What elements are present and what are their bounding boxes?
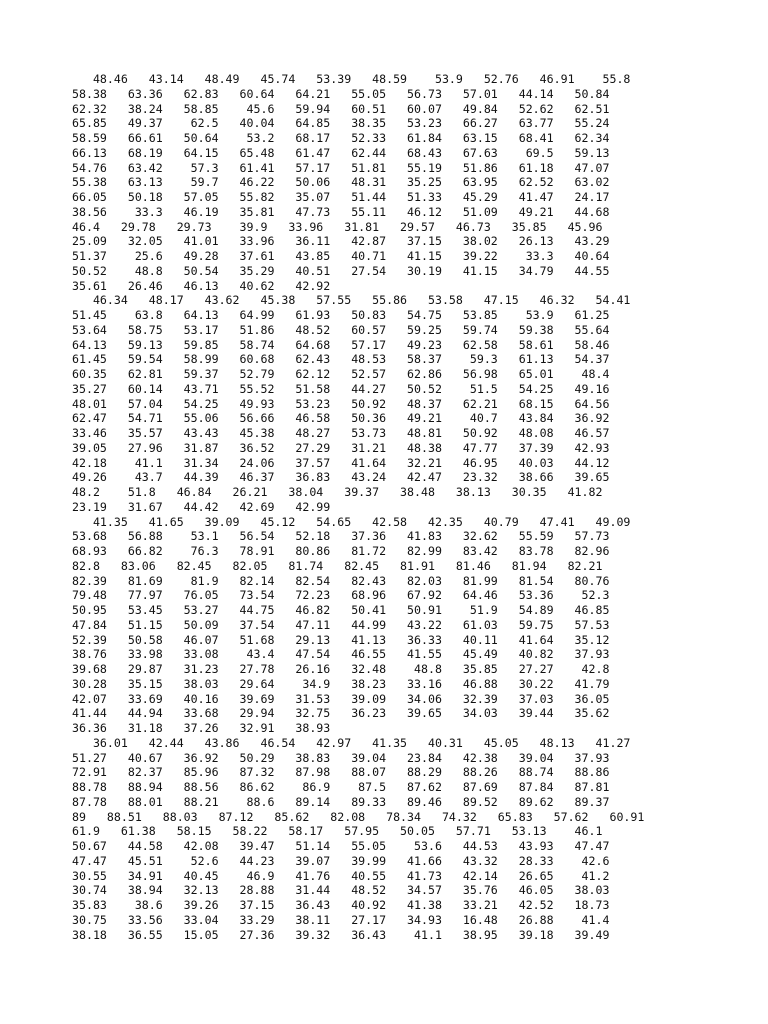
data-line: 62.47 54.71 55.06 56.66 46.58 50.36 49.21 40.7 43.84 36.92	[72, 411, 610, 426]
data-line: 30.28 35.15 38.03 29.64 34.9 38.23 33.16 46.88 30.22 41.79	[72, 676, 610, 691]
data-line: 49.26 43.7 44.39 46.37 36.83 43.24 42.47 23.32 38.66 39.65	[72, 470, 610, 485]
data-line: 36.36 31.18 37.26 32.91 38.93	[72, 721, 331, 735]
data-line: 50.95 53.45 53.27 44.75 46.82 50.41 50.91 51.9 54.89 46.85	[72, 603, 610, 617]
data-line: 42.18 41.1 31.34 24.06 37.57 41.64 32.21 46.95 40.03 44.12	[72, 455, 610, 470]
data-line: 36.01 42.44 43.86 46.54 42.97 41.35 40.31 45.05 48.13 41.27	[72, 735, 631, 750]
data-line: 68.93 66.82 76.3 78.91 80.86 81.72 82.99 83.42 83.78 82.96	[72, 544, 610, 558]
data-line: 79.48 77.97 76.05 73.54 72.23 68.96 67.92 64.46 53.36 52.3	[72, 588, 610, 603]
data-line: 48.46 43.14 48.49 45.74 53.39 48.59 53.9 52.76 46.91 55.8	[72, 72, 631, 86]
data-line: 39.05 27.96 31.87 36.52 27.29 31.21 48.38 47.77 37.39 42.93	[72, 440, 610, 455]
data-line: 38.56 33.3 46.19 35.81 47.73 55.11 46.12 51.09 49.21 44.68	[72, 204, 610, 219]
data-line: 39.68 29.87 31.23 27.78 26.16 32.48 48.8 35.85 27.27 42.8	[72, 662, 610, 676]
data-line: 51.27 40.67 36.92 50.29 38.83 39.04 23.84 42.38 39.04 37.93	[72, 750, 610, 765]
data-line: 47.47 45.51 52.6 44.23 39.07 39.99 41.66 43.32 28.33 42.6	[72, 853, 610, 868]
data-line: 42.07 33.69 40.16 39.69 31.53 39.09 34.06 32.39 37.03 36.05	[72, 691, 610, 706]
data-line: 30.55 34.91 40.45 46.9 41.76 40.55 41.73 42.14 26.65 41.2	[72, 868, 610, 883]
data-line: 64.13 59.13 59.85 58.74 64.68 57.17 49.23 62.58 58.61 58.46	[72, 337, 610, 352]
data-line: 48.01 57.04 54.25 49.93 53.23 50.92 48.37 62.21 68.15 64.56	[72, 396, 610, 411]
data-line: 72.91 82.37 85.96 87.32 87.98 88.07 88.29 88.26 88.74 88.86	[72, 765, 610, 780]
data-line: 38.18 36.55 15.05 27.36 39.32 36.43 41.1 38.95 39.18 39.49	[72, 927, 610, 942]
data-line: 65.85 49.37 62.5 40.04 64.85 38.35 53.23 66.27 63.77 55.24	[72, 116, 610, 131]
data-line: 52.39 50.58 46.07 51.68 29.13 41.13 36.33 40.11 41.64 35.12	[72, 632, 610, 647]
data-line: 54.76 63.42 57.3 61.41 57.17 51.81 55.19 51.86 61.18 47.07	[72, 160, 610, 175]
data-line: 66.13 68.19 64.15 65.48 61.47 62.44 68.43 67.63 69.5 59.13	[72, 145, 610, 160]
data-line: 61.9 61.38 58.15 58.22 58.17 57.95 50.05 57.71 53.13 46.1	[72, 824, 603, 839]
data-line: 62.32 38.24 58.85 45.6 59.94 60.51 60.07 49.84 52.62 62.51	[72, 101, 610, 116]
numeric-data-document	[72, 72, 702, 942]
data-line: 89 88.51 88.03 87.12 85.62 82.08 78.34 74.32 65.83 57.62 60.91	[72, 809, 645, 824]
data-line: 61.45 59.54 58.99 60.68 62.43 48.53 58.37 59.3 61.13 54.37	[72, 352, 610, 367]
data-line: 48.2 51.8 46.84 26.21 38.04 39.37 38.48 38.13 30.35 41.82	[72, 485, 603, 499]
data-line: 60.35 62.81 59.37 52.79 62.12 52.57 62.86 56.98 65.01 48.4	[72, 367, 610, 381]
data-line: 46.4 29.78 29.73 39.9 33.96 31.81 29.57 46.73 35.85 45.96	[72, 219, 603, 234]
data-line: 23.19 31.67 44.42 42.69 42.99	[72, 499, 331, 514]
data-line: 33.46 35.57 43.43 45.38 48.27 53.73 48.81 50.92 48.08 46.57	[72, 426, 610, 440]
data-line: 87.78 88.01 88.21 88.6 89.14 89.33 89.46 89.52 89.62 89.37	[72, 794, 610, 809]
data-line: 41.35 41.65 39.09 45.12 54.65 42.58 42.35 40.79 47.41 49.09	[72, 514, 631, 529]
data-line: 88.78 88.94 88.56 86.62 86.9 87.5 87.62 87.69 87.84 87.81	[72, 780, 610, 794]
data-line: 58.59 66.61 50.64 53.2 68.17 52.33 61.84 63.15 68.41 62.34	[72, 131, 610, 145]
data-line: 35.27 60.14 43.71 55.52 51.58 44.27 50.52 51.5 54.25 49.16	[72, 381, 610, 396]
data-line: 35.83 38.6 39.26 37.15 36.43 40.92 41.38 33.21 42.52 18.73	[72, 898, 610, 912]
data-line: 53.64 58.75 53.17 51.86 48.52 60.57 59.25 59.74 59.38 55.64	[72, 322, 610, 337]
data-line: 82.39 81.69 81.9 82.14 82.54 82.43 82.03 81.99 81.54 80.76	[72, 573, 610, 588]
data-line: 58.38 63.36 62.83 60.64 64.21 55.05 56.73 57.01 44.14 50.84	[72, 86, 610, 101]
data-line: 82.8 83.06 82.45 82.05 81.74 82.45 81.91 81.46 81.94 82.21	[72, 558, 603, 573]
data-line: 47.84 51.15 50.09 37.54 47.11 44.99 43.22 61.03 59.75 57.53	[72, 617, 610, 632]
data-line: 51.45 63.8 64.13 64.99 61.93 50.83 54.75 53.85 53.9 61.25	[72, 308, 610, 322]
data-line: 41.44 44.94 33.68 29.94 32.75 36.23 39.65 34.03 39.44 35.62	[72, 706, 610, 721]
data-line: 46.34 48.17 43.62 45.38 57.55 55.86 53.58 47.15 46.32 54.41	[72, 293, 631, 308]
data-line: 30.75 33.56 33.04 33.29 38.11 27.17 34.93 16.48 26.88 41.4	[72, 912, 610, 927]
data-line: 55.38 63.13 59.7 46.22 50.06 48.31 35.25 63.95 62.52 63.02	[72, 175, 610, 190]
data-line: 51.37 25.6 49.28 37.61 43.85 40.71 41.15 39.22 33.3 40.64	[72, 249, 610, 263]
data-line: 35.61 26.46 46.13 40.62 42.92	[72, 278, 331, 293]
data-line: 30.74 38.94 32.13 28.88 31.44 48.52 34.57 35.76 46.05 38.03	[72, 883, 610, 898]
data-line: 25.09 32.05 41.01 33.96 36.11 42.87 37.15 38.02 26.13 43.29	[72, 234, 610, 249]
data-line: 38.76 33.98 33.08 43.4 47.54 46.55 41.55 45.49 40.82 37.93	[72, 647, 610, 662]
data-line: 50.67 44.58 42.08 39.47 51.14 55.05 53.6 44.53 43.93 47.47	[72, 839, 610, 853]
data-line: 66.05 50.18 57.05 55.82 35.07 51.44 51.33 45.29 41.47 24.17	[72, 190, 610, 204]
data-line: 53.68 56.88 53.1 56.54 52.18 37.36 41.83 32.62 55.59 57.73	[72, 529, 610, 544]
data-line: 50.52 48.8 50.54 35.29 40.51 27.54 30.19 41.15 34.79 44.55	[72, 263, 610, 278]
